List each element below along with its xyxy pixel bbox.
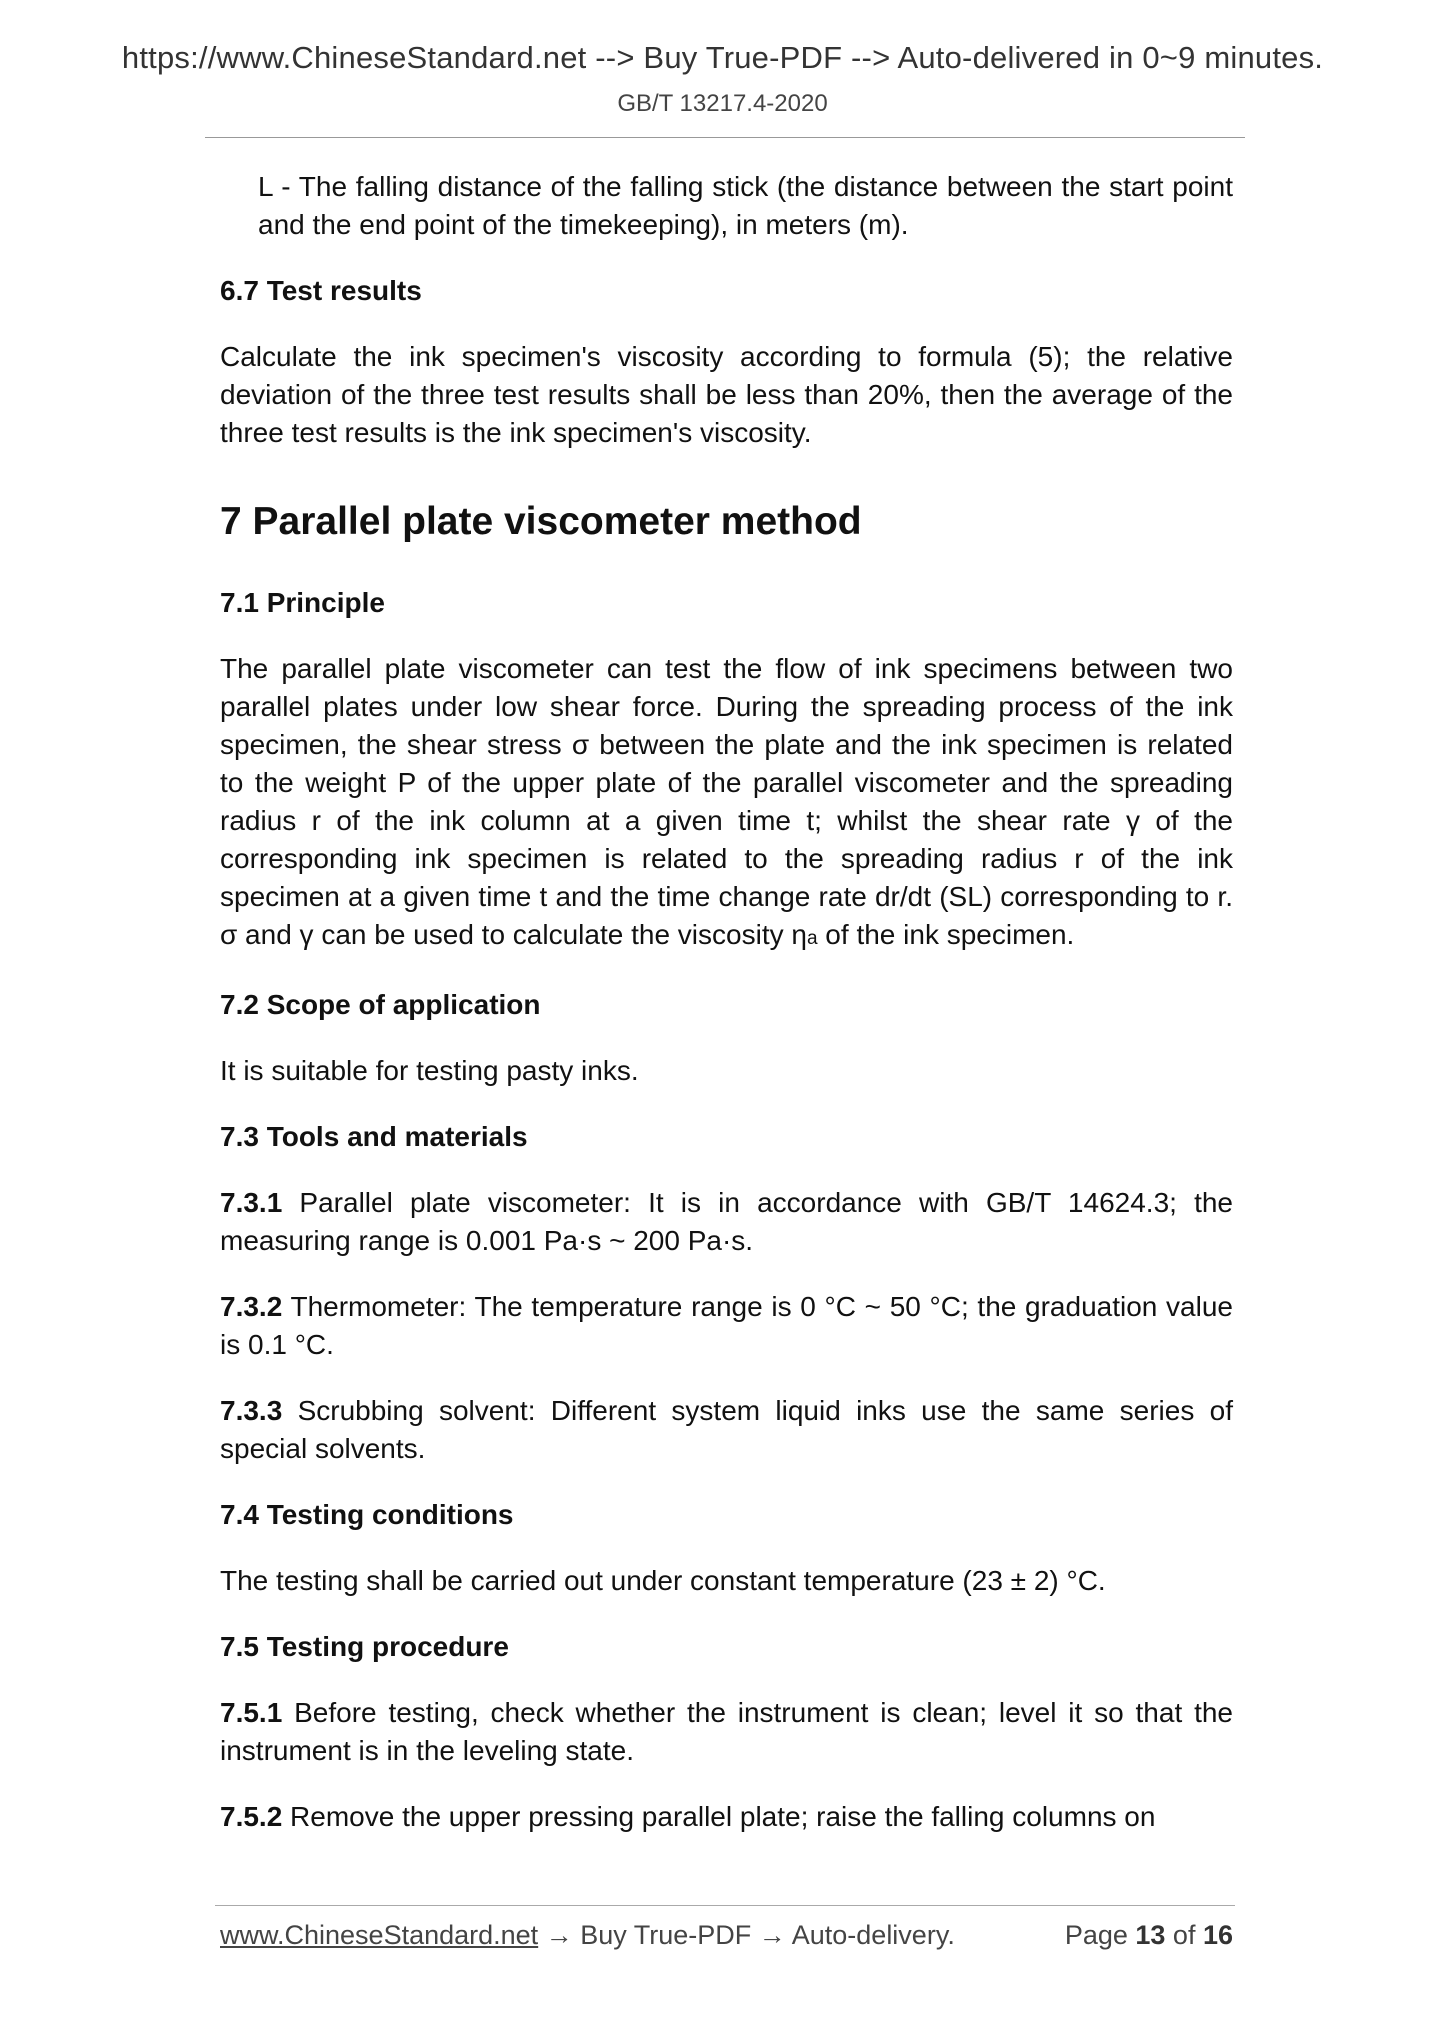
clause-text: Remove the upper pressing parallel plate; raise the falling columns on: [282, 1801, 1156, 1832]
principle-text: The parallel plate viscometer can test the flow of ink specimens between two parallel plates under low shear force. During the spreading process of the ink specimen, the shear stress σ between the plate and the ink specimen is related to the weight P of the upper plate of the parallel viscometer and the spreading radius r of the ink column at a given time t; whilst the shear rate γ of the corresponding ink specimen is related to the spreading radius r of the ink specimen at a given time t and the time change rate dr/dt (SL) corresponding to r. σ and γ can be used to calculate the viscosity η: [220, 653, 1233, 950]
section-7-2-text: It is suitable for testing pasty inks.: [220, 1055, 639, 1086]
section-7-1-heading: 7.1 Principle: [220, 587, 385, 618]
section-7-heading: 7 Parallel plate viscometer method: [220, 500, 862, 543]
source-banner: https://www.ChineseStandard.net --> Buy True-PDF --> Auto-delivered in 0~9 minutes.: [121, 40, 1324, 75]
clause-text: Before testing, check whether the instrument is clean; level it so that the instrument is in the leveling state.: [220, 1697, 1233, 1766]
page-number: 13: [1135, 1920, 1166, 1950]
page-of-label: of: [1165, 1920, 1203, 1950]
header-divider: [205, 137, 1245, 138]
page-total: 16: [1202, 1920, 1233, 1950]
clause-7-3-1: [220, 1184, 1233, 1260]
section-6-7-heading: 6.7 Test results: [220, 275, 422, 306]
clause-number: 7.5.2: [220, 1801, 283, 1832]
clause-number: 7.3.3: [220, 1395, 283, 1426]
section-7-4-heading: 7.4 Testing conditions: [220, 1499, 514, 1530]
section-7-2-heading: 7.2 Scope of application: [220, 989, 541, 1020]
clause-number: 7.3.1: [220, 1187, 283, 1218]
section-7-3-heading: 7.3 Tools and materials: [220, 1121, 528, 1152]
website-link[interactable]: www.ChineseStandard.net: [220, 1920, 539, 1950]
section-6-7-text: Calculate the ink specimen's viscosity according to formula (5); the relative deviation of the three test results shall be less than 20%, then the average of the three test results is the ink specimen's viscosity.: [220, 341, 1233, 448]
document-code: GB/T 13217.4-2020: [617, 90, 828, 117]
clause-7-3-3: [220, 1392, 1233, 1468]
footer-tagline: → Buy True-PDF → Auto-delivery.: [538, 1920, 955, 1950]
clause-7-3-2: [220, 1288, 1233, 1364]
footer-divider: [215, 1905, 1235, 1906]
clause-text: Parallel plate viscometer: It is in accordance with GB/T 14624.3; the measuring range is 0.001 Pa·s ~ 200 Pa·s.: [220, 1187, 1233, 1256]
section-7-5-heading: 7.5 Testing procedure: [220, 1631, 509, 1662]
page-footer: [220, 1920, 1233, 1951]
section-7-1-text: [220, 650, 1233, 958]
variable-definition-l: L - The falling distance of the falling stick (the distance between the start point and the end point of the timekeeping), in meters (m).: [258, 171, 1233, 240]
page-content: [220, 168, 1233, 1836]
section-7-4-text: The testing shall be carried out under constant temperature (23 ± 2) °C.: [220, 1565, 1106, 1596]
clause-text: Thermometer: The temperature range is 0 °C ~ 50 °C; the graduation value is 0.1 °C.: [220, 1291, 1233, 1360]
page-label: Page: [1064, 1920, 1136, 1950]
clause-text: Scrubbing solvent: Different system liquid inks use the same series of special solvents.: [220, 1395, 1233, 1464]
clause-number: 7.3.2: [220, 1291, 283, 1322]
page-indicator: [1065, 1920, 1233, 1951]
principle-text-tail: of the ink specimen.: [817, 919, 1075, 950]
clause-number: 7.5.1: [220, 1697, 283, 1728]
clause-7-5-2: [220, 1798, 1233, 1836]
clause-7-5-1: [220, 1694, 1233, 1770]
viscosity-subscript: a: [806, 928, 818, 949]
